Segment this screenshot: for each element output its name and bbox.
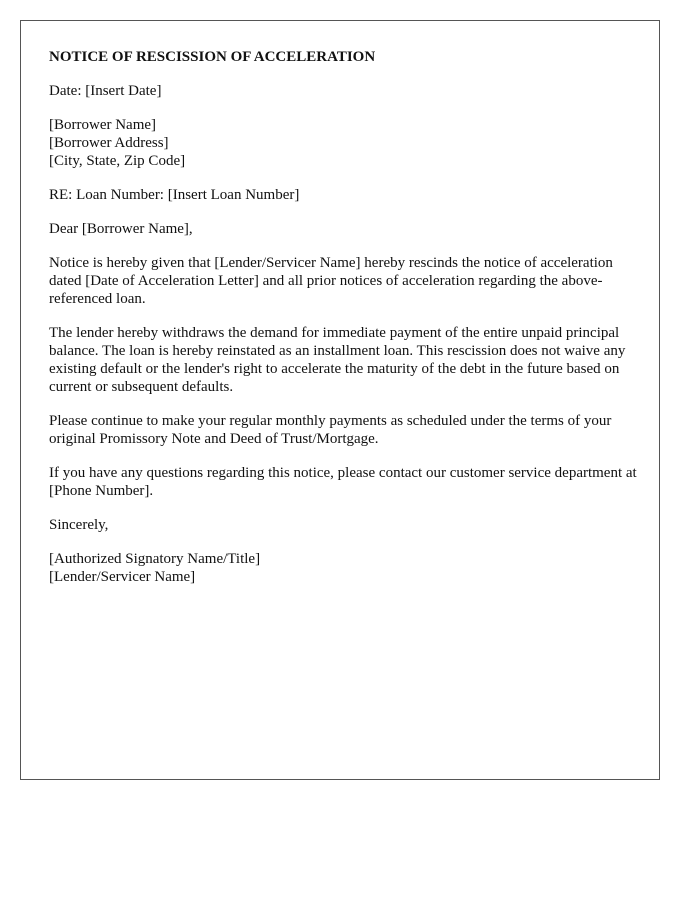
closing: Sincerely, xyxy=(49,517,109,533)
date-line: Date: [Insert Date] xyxy=(49,83,162,99)
paragraph-payments: Please continue to make your regular monthly payments as scheduled under the terms of your original Promissory Note and Deed of Trust/Mortgage. xyxy=(49,413,612,447)
document-title: NOTICE OF RESCISSION OF ACCELERATION xyxy=(49,49,376,65)
letter-body xyxy=(49,48,639,602)
signatory-name-title: [Authorized Signatory Name/Title] xyxy=(49,551,261,567)
paragraph-contact: If you have any questions regarding this notice, please contact our customer service department at [Phone Number]. xyxy=(49,465,637,499)
borrower-address-block xyxy=(49,116,639,170)
lender-servicer-name: [Lender/Servicer Name] xyxy=(49,569,196,585)
borrower-name: [Borrower Name] xyxy=(49,117,157,133)
paragraph-withdrawal: The lender hereby withdraws the demand for immediate payment of the entire unpaid principal balance. The loan is hereby reinstated as an installment loan. This rescission does not waive any existing default or the lender's right to accelerate the maturity of the debt in the future based on current or subsequent defaults. xyxy=(49,325,626,395)
paragraph-rescission-notice: Notice is hereby given that [Lender/Servicer Name] hereby rescinds the notice of acceleration dated [Date of Acceleration Letter] and all prior notices of acceleration regarding the above-referenced loan. xyxy=(49,255,613,307)
borrower-address: [Borrower Address] xyxy=(49,135,169,151)
re-line: RE: Loan Number: [Insert Loan Number] xyxy=(49,187,300,203)
city-state-zip: [City, State, Zip Code] xyxy=(49,153,186,169)
document-page xyxy=(20,20,660,780)
salutation: Dear [Borrower Name], xyxy=(49,221,193,237)
signature-block xyxy=(49,550,639,586)
